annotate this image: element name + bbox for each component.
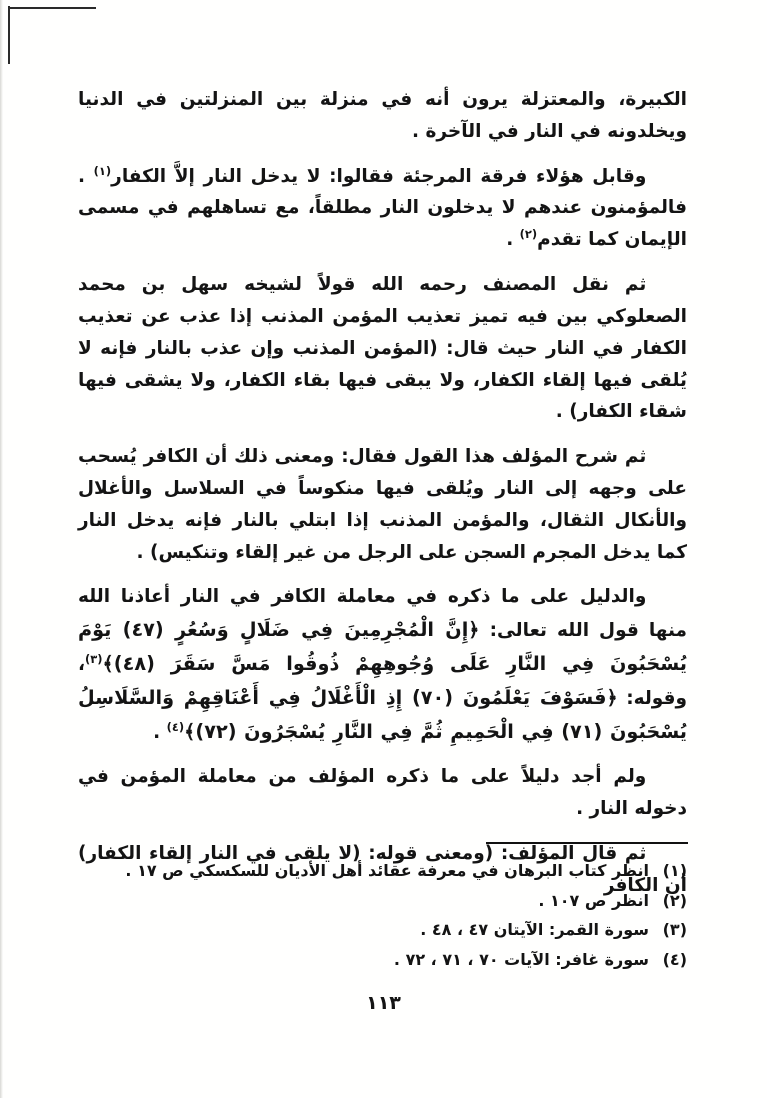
paragraph-text: . فالمؤمنون عندهم لا يدخلون النار مطلقاً، مع تساهلهم في مسمى الإيمان كما تقدم <box>78 165 687 251</box>
footnote-marker: (١) <box>662 861 687 880</box>
footnote-text: انظر ص ١٠٧ . <box>538 890 649 910</box>
footnote-ref: (٤) <box>166 719 185 734</box>
footnote-text: انظر كتاب البرهان في معرفة عقائد أهل الأديان للسكسكي ص ١٧ . <box>125 861 649 880</box>
paragraph <box>78 84 687 148</box>
footnote-marker: (٣) <box>662 920 687 940</box>
paragraph-text: ثم نقل المصنف رحمه الله قولاً لشيخه سهل بن محمد الصعلوكي بين فيه تميز تعذيب المؤمن المذنب إذا عذب عن تعذيب الكفار في النار حيث قال: (المؤمن المذنب وإن عذب بالنار فإنه لا يُلقى فيها إلقاء الكفار، ولا يبقى فيها بقاء الكفار، ولا يشقى فيها شقاء الكفار) . <box>78 274 687 423</box>
footnote-marker: (٤) <box>662 949 687 969</box>
body-text <box>78 84 687 915</box>
paragraph-text: ، وقوله: <box>78 654 687 709</box>
paragraph-text: . <box>153 721 167 743</box>
paragraph <box>78 161 687 256</box>
paragraph <box>78 761 687 825</box>
footnote-ref: (٣) <box>85 651 103 666</box>
footnote-ref: (١) <box>93 163 112 178</box>
paragraph-text: ولم أجد دليلاً على ما ذكره المؤلف من معاملة المؤمن في دخوله النار . <box>78 766 687 820</box>
paragraph-text: . <box>506 229 520 251</box>
footnote-item <box>78 945 687 975</box>
paragraph-text: ثم قال المؤلف: (ومعنى قوله: (لا يلقى في النار إلقاء الكفار) أن الكافر <box>78 843 687 896</box>
quran-verse: ﴿فَسَوْفَ يَعْلَمُونَ (٧٠) إِذِ الْأَغْلَالُ فِي أَعْنَاقِهِمْ وَالسَّلَاسِلُ يُسْحَبُونَ (٧١) فِي الْحَمِيمِ ثُمَّ فِي النَّارِ يُسْجَرُونَ (٧٢)﴾ <box>78 685 687 743</box>
scan-artifact-left <box>8 6 10 64</box>
footnote-item <box>78 886 687 916</box>
paragraph-text: ثم شرح المؤلف هذا القول فقال: ومعنى ذلك أن الكافر يُسحب على وجهه إلى النار ويُلقى فيها منكوساً في السلاسل والأغلال والأنكال الثقال، والمؤمن المذنب إذا ابتلي بالنار فإنه يدخل النار كما يدخل المجرم السجن على الرجل من غير إلقاء وتنكيس) . <box>78 446 687 563</box>
footnote-separator <box>486 842 688 844</box>
paragraph <box>78 581 687 748</box>
footnote-ref: (٢) <box>519 227 538 242</box>
paragraph <box>78 269 687 428</box>
footnote-item <box>78 915 687 945</box>
paragraph-text: الكبيرة، والمعتزلة يرون أنه في منزلة بين المنزلتين في الدنيا ويخلدونه في النار في الآخرة . <box>78 89 687 142</box>
footnote-text: سورة القمر: الآيتان ٤٧ ، ٤٨ . <box>420 920 649 940</box>
paragraph <box>78 441 687 568</box>
footnote-marker: (٢) <box>662 890 687 910</box>
footnotes-section <box>78 856 687 974</box>
paragraph-text: وقابل هؤلاء فرقة المرجئة فقالوا: لا يدخل النار إلاَّ الكفار <box>111 165 647 187</box>
paragraph-text: والدليل على ما ذكره في معاملة الكافر في النار أعاذنا الله منها قول الله تعالى: <box>78 586 687 642</box>
quran-verse: ﴿إِنَّ الْمُجْرِمِينَ فِي ضَلَالٍ وَسُعُرٍ (٤٧) يَوْمَ يُسْحَبُونَ فِي النَّارِ عَلَى وُجُوهِهِمْ ذُوقُوا مَسَّ سَقَرَ (٤٨)﴾ <box>78 618 687 675</box>
footnote-item <box>78 856 687 886</box>
scan-artifact-top <box>10 7 96 9</box>
page-number: ١١٣ <box>366 992 401 1014</box>
scan-edge-shadow <box>0 0 3 1098</box>
footnote-text: سورة غافر: الآيات ٧٠ ، ٧١ ، ٧٢ . <box>393 949 649 969</box>
